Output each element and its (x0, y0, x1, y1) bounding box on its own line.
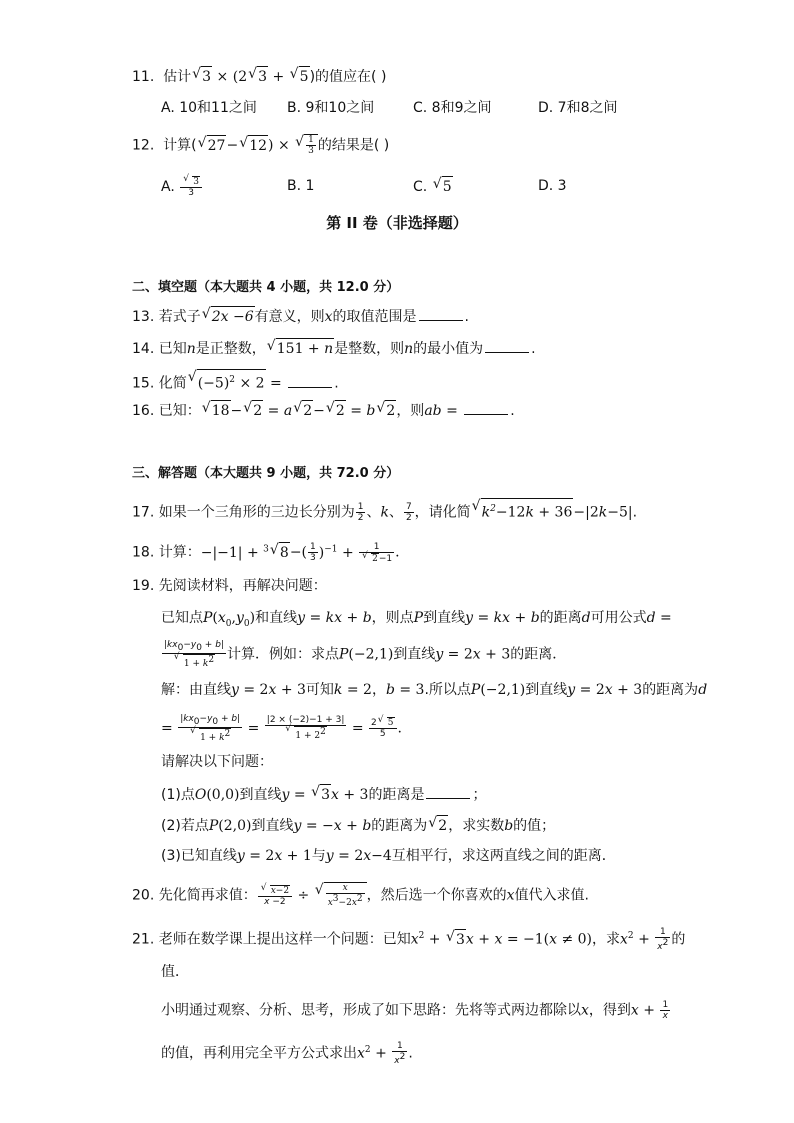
q19-ask: 请解决以下问题： (161, 754, 273, 770)
answer-blank[interactable] (464, 400, 508, 415)
question-number: 12. (132, 137, 155, 154)
question-20: 20. 先化简再求值： √ $\frac{x-2}{x -2}$ ÷ √ $\frac{x}{x^3-2x^2}$ ，然后选一个你喜欢的x值代入求值. (132, 882, 589, 908)
q19-part-3: (3)已知直线y = 2x + 1与y = 2x−4互相平行，求这两直线之间的距离． (161, 848, 616, 864)
question-11: 11. 估计√ 3 × (2√ 3 + √ 5)的值应在( ) (132, 66, 386, 87)
q19-line-3: 解：由直线y = 2x + 3可知k = 2，b = 3.所以点P(−2,1)到直线y = 2x + 3的距离为d (161, 682, 708, 698)
section-heading: 二、填空题（本大题共 4 小题，共 12.0 分） (132, 280, 400, 295)
question-12: 12. 计算(√ 27−√ 12) × √ $\frac{1}{3}$ 的结果是( ) (132, 134, 389, 156)
question-21: 21. 老师在数学课上提出这样一个问题：已知$x^2$ + √ 3x + x = −1(x ≠ 0)，求$x^2$ + $\frac{1}{x^2}$ 的 (132, 926, 685, 952)
q19-part-1: (1)点O(0,0)到直线y = √ 3x + 3的距离是 ； (161, 784, 486, 805)
section-heading: 三、解答题（本大题共 9 小题，共 72.0 分） (132, 466, 400, 481)
question-15: 15. 化简√ $(-5)^2 \times 2$ = . (132, 369, 339, 394)
question-19: 19. 先阅读材料，再解决问题： (132, 578, 327, 594)
option-d[interactable]: D. 3 (538, 178, 567, 194)
question-18: 18. 计算：−|−1| + $^3$√ 8−( $\frac{1}{3}$ )$^{-1}$ + 1 √ 2−1 . (132, 539, 400, 564)
option-d[interactable]: D. 7和8之间 (538, 100, 618, 116)
q21-line-2: 值． (161, 964, 189, 980)
answer-blank[interactable] (485, 338, 529, 353)
option-a[interactable]: A. 10和11之间 (161, 100, 257, 116)
question-number: 11. (132, 69, 155, 85)
q19-line-1: 已知点$P(x_0,y_0)$和直线y = kx + b，则点P到直线y = kx + b的距离d可用公式d = (161, 610, 672, 629)
question-14: 14. 已知n是正整数，√ 151 + n是整数，则n的最小值为 . (132, 338, 536, 359)
question-17: 17. 如果一个三角形的三边长分别为 $\frac{1}{2}$ 、k、 $\frac{7}{2}$ ，请化简√ $k^2-12k + 36-|2k-5|$. (132, 498, 637, 523)
q21-line-3: 小明通过观察、分析、思考，形成了如下思路：先将等式两边都除以x，得到x + $\frac{1}{x}$ (161, 1000, 669, 1021)
question-16: 16. 已知：√ 18−√ 2 = a√ 2−√ 2 = b√ 2，则ab = . (132, 400, 515, 421)
part-title: 第 II 卷（非选择题） (326, 214, 468, 232)
option-c[interactable]: C. 8和9之间 (413, 100, 492, 116)
q19-part-2: (2)若点P(2,0)到直线y = −x + b的距离为√ 2，求实数b的值； (161, 815, 555, 836)
answer-blank[interactable] (419, 306, 463, 321)
answer-blank[interactable] (426, 784, 470, 799)
option-c[interactable]: C. √ 5 (413, 176, 453, 197)
option-a[interactable]: A. √ $\frac{3}{3}$ (161, 176, 203, 198)
q19-line-2: $|kx_0-y_0 + b|$ √ $1 + k^2$ 计算．例如：求点P(−2,1)到直线y = 2x + 3的距离． (161, 640, 566, 669)
option-b[interactable]: B. 1 (287, 178, 315, 194)
question-13: 13. 若式子√ 2x −6有意义，则x的取值范围是 . (132, 306, 469, 327)
answer-blank[interactable] (288, 373, 332, 388)
q21-line-4: 的值，再利用完全平方公式求出$x^2$ + $\frac{1}{x^2}$ . (161, 1041, 413, 1067)
q19-line-4: = $|kx_0-y_0 + b|$ √ $1 + k^2$ = |2 × (−2)−1 + 3| √ $1 + 2^2$ = $\frac{2√ 5}{5}$ . (161, 714, 402, 743)
option-b[interactable]: B. 9和10之间 (287, 100, 375, 116)
